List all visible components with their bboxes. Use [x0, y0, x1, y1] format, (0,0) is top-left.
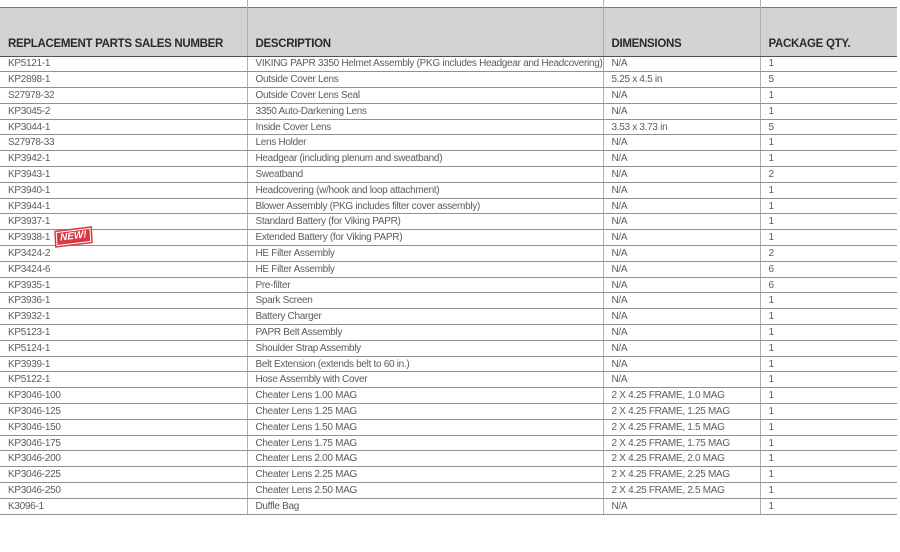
- package-qty-cell: 1: [760, 230, 897, 246]
- description-cell: 3350 Auto-Darkening Lens: [247, 103, 603, 119]
- package-qty-cell: 6: [760, 261, 897, 277]
- part-number-cell: [0, 103, 247, 119]
- description-cell: Outside Cover Lens: [247, 72, 603, 88]
- part-number: KP3936-1: [8, 295, 51, 307]
- description-cell: Cheater Lens 1.25 MAG: [247, 404, 603, 420]
- description-cell: Extended Battery (for Viking PAPR): [247, 230, 603, 246]
- package-qty-cell: 1: [760, 372, 897, 388]
- description-cell: Standard Battery (for Viking PAPR): [247, 214, 603, 230]
- spacer-cell: [0, 0, 247, 7]
- new-badge: NEW!: [56, 228, 91, 246]
- part-number-cell: [0, 72, 247, 88]
- table-row: [0, 325, 897, 341]
- description-cell: Headcovering (w/hook and loop attachment): [247, 182, 603, 198]
- description-cell: Outside Cover Lens Seal: [247, 88, 603, 104]
- part-number: S27978-33: [8, 137, 55, 149]
- table-row: [0, 214, 897, 230]
- dimensions-cell: 2 X 4.25 FRAME, 2.5 MAG: [603, 483, 760, 499]
- table-row: [0, 151, 897, 167]
- spacer-cell: [603, 0, 760, 7]
- part-number-cell: [0, 119, 247, 135]
- part-number: KP3046-175: [8, 437, 61, 449]
- table-row: [0, 467, 897, 483]
- description-cell: Headgear (including plenum and sweatband): [247, 151, 603, 167]
- part-number-cell: [0, 388, 247, 404]
- dimensions-cell: N/A: [603, 230, 760, 246]
- column-header-description: DESCRIPTION: [247, 7, 603, 56]
- part-number: KP3944-1: [8, 200, 51, 212]
- table-row: [0, 483, 897, 499]
- part-number: KP3938-1: [8, 231, 51, 243]
- package-qty-cell: 1: [760, 451, 897, 467]
- description-cell: Cheater Lens 1.75 MAG: [247, 435, 603, 451]
- part-number: KP3942-1: [8, 153, 51, 165]
- dimensions-cell: N/A: [603, 356, 760, 372]
- package-qty-cell: 1: [760, 103, 897, 119]
- part-number-cell: [0, 498, 247, 514]
- part-number-cell: [0, 404, 247, 420]
- table-row: [0, 498, 897, 514]
- table-row: [0, 198, 897, 214]
- table-row: [0, 167, 897, 183]
- table-body: [0, 56, 897, 514]
- table-row: [0, 435, 897, 451]
- part-number-cell: [0, 372, 247, 388]
- table-row: [0, 404, 897, 420]
- dimensions-cell: 2 X 4.25 FRAME, 1.5 MAG: [603, 419, 760, 435]
- table-row: [0, 103, 897, 119]
- package-qty-cell: 1: [760, 483, 897, 499]
- package-qty-cell: 1: [760, 182, 897, 198]
- dimensions-cell: N/A: [603, 135, 760, 151]
- part-number-cell: [0, 151, 247, 167]
- dimensions-cell: N/A: [603, 214, 760, 230]
- dimensions-cell: N/A: [603, 498, 760, 514]
- description-cell: Cheater Lens 2.25 MAG: [247, 467, 603, 483]
- package-qty-cell: 1: [760, 151, 897, 167]
- table-row: [0, 419, 897, 435]
- dimensions-cell: N/A: [603, 88, 760, 104]
- table-row: [0, 119, 897, 135]
- package-qty-cell: 1: [760, 309, 897, 325]
- table-row: [0, 261, 897, 277]
- dimensions-cell: N/A: [603, 277, 760, 293]
- dimensions-cell: N/A: [603, 309, 760, 325]
- package-qty-cell: 1: [760, 404, 897, 420]
- part-number: KP5121-1: [8, 58, 51, 70]
- package-qty-cell: 1: [760, 467, 897, 483]
- part-number: KP3424-2: [8, 247, 51, 259]
- part-number: KP5124-1: [8, 342, 51, 354]
- description-cell: Battery Charger: [247, 309, 603, 325]
- package-qty-cell: 5: [760, 119, 897, 135]
- dimensions-cell: 2 X 4.25 FRAME, 1.25 MAG: [603, 404, 760, 420]
- table-row: [0, 230, 897, 246]
- part-number: KP2898-1: [8, 74, 51, 86]
- table-row: [0, 340, 897, 356]
- part-number-cell: [0, 230, 247, 246]
- table-top-spacer-row: [0, 0, 897, 7]
- dimensions-cell: 2 X 4.25 FRAME, 2.0 MAG: [603, 451, 760, 467]
- part-number-cell: [0, 56, 247, 72]
- part-number: KP3046-150: [8, 421, 61, 433]
- part-number-cell: [0, 198, 247, 214]
- package-qty-cell: 1: [760, 498, 897, 514]
- part-number-cell: [0, 246, 247, 262]
- package-qty-cell: 2: [760, 167, 897, 183]
- dimensions-cell: N/A: [603, 182, 760, 198]
- part-number: S27978-32: [8, 89, 55, 101]
- part-number-cell: [0, 356, 247, 372]
- table-row: [0, 356, 897, 372]
- package-qty-cell: 1: [760, 198, 897, 214]
- part-number: KP3046-100: [8, 390, 61, 402]
- part-number: KP3046-200: [8, 453, 61, 465]
- dimensions-cell: N/A: [603, 293, 760, 309]
- description-cell: Pre-filter: [247, 277, 603, 293]
- package-qty-cell: 6: [760, 277, 897, 293]
- table-row: [0, 135, 897, 151]
- description-cell: Spark Screen: [247, 293, 603, 309]
- dimensions-cell: 5.25 x 4.5 in: [603, 72, 760, 88]
- package-qty-cell: 1: [760, 325, 897, 341]
- part-number: KP3943-1: [8, 168, 51, 180]
- part-number-cell: [0, 167, 247, 183]
- package-qty-cell: 1: [760, 135, 897, 151]
- column-header-package-qty: PACKAGE QTY.: [760, 7, 897, 56]
- part-number-cell: [0, 309, 247, 325]
- description-cell: Shoulder Strap Assembly: [247, 340, 603, 356]
- part-number-cell: [0, 182, 247, 198]
- table-row: [0, 293, 897, 309]
- dimensions-cell: N/A: [603, 167, 760, 183]
- table-row: [0, 277, 897, 293]
- dimensions-cell: N/A: [603, 151, 760, 167]
- part-number-cell: [0, 261, 247, 277]
- dimensions-cell: 2 X 4.25 FRAME, 1.75 MAG: [603, 435, 760, 451]
- dimensions-cell: 2 X 4.25 FRAME, 1.0 MAG: [603, 388, 760, 404]
- description-cell: Cheater Lens 1.00 MAG: [247, 388, 603, 404]
- spacer-cell: [760, 0, 897, 7]
- part-number-cell: [0, 325, 247, 341]
- table-header-row: [0, 7, 897, 56]
- dimensions-cell: N/A: [603, 340, 760, 356]
- dimensions-cell: N/A: [603, 261, 760, 277]
- package-qty-cell: 1: [760, 214, 897, 230]
- part-number-cell: [0, 88, 247, 104]
- package-qty-cell: 1: [760, 388, 897, 404]
- part-number-cell: [0, 435, 247, 451]
- package-qty-cell: 1: [760, 356, 897, 372]
- part-number-cell: [0, 419, 247, 435]
- package-qty-cell: 1: [760, 340, 897, 356]
- part-number-cell: [0, 214, 247, 230]
- package-qty-cell: 1: [760, 88, 897, 104]
- part-number-cell: [0, 277, 247, 293]
- description-cell: Cheater Lens 1.50 MAG: [247, 419, 603, 435]
- column-header-dimensions: DIMENSIONS: [603, 7, 760, 56]
- description-cell: Sweatband: [247, 167, 603, 183]
- description-cell: Blower Assembly (PKG includes filter cover assembly): [247, 198, 603, 214]
- description-cell: HE Filter Assembly: [247, 261, 603, 277]
- description-cell: Duffle Bag: [247, 498, 603, 514]
- part-number: KP3932-1: [8, 311, 51, 323]
- part-number: KP5123-1: [8, 326, 51, 338]
- table-row: [0, 372, 897, 388]
- column-header-sales-number: REPLACEMENT PARTS SALES NUMBER: [0, 7, 247, 56]
- description-cell: Hose Assembly with Cover: [247, 372, 603, 388]
- description-cell: HE Filter Assembly: [247, 246, 603, 262]
- table-row: [0, 56, 897, 72]
- package-qty-cell: 1: [760, 419, 897, 435]
- package-qty-cell: 5: [760, 72, 897, 88]
- part-number: KP3046-225: [8, 469, 61, 481]
- description-cell: Cheater Lens 2.50 MAG: [247, 483, 603, 499]
- table-row: [0, 182, 897, 198]
- part-number: KP3424-6: [8, 263, 51, 275]
- dimensions-cell: N/A: [603, 325, 760, 341]
- description-cell: Inside Cover Lens: [247, 119, 603, 135]
- part-number: KP3935-1: [8, 279, 51, 291]
- part-number: KP5122-1: [8, 374, 51, 386]
- package-qty-cell: 1: [760, 435, 897, 451]
- dimensions-cell: 2 X 4.25 FRAME, 2.25 MAG: [603, 467, 760, 483]
- description-cell: VIKING PAPR 3350 Helmet Assembly (PKG includes Headgear and Headcovering): [247, 56, 603, 72]
- part-number: KP3046-125: [8, 405, 61, 417]
- part-number: KP3045-2: [8, 105, 51, 117]
- package-qty-cell: 1: [760, 293, 897, 309]
- table-row: [0, 88, 897, 104]
- part-number-cell: [0, 340, 247, 356]
- description-cell: PAPR Belt Assembly: [247, 325, 603, 341]
- description-cell: Lens Holder: [247, 135, 603, 151]
- dimensions-cell: N/A: [603, 198, 760, 214]
- dimensions-cell: 3.53 x 3.73 in: [603, 119, 760, 135]
- package-qty-cell: 2: [760, 246, 897, 262]
- part-number: KP3046-250: [8, 484, 61, 496]
- dimensions-cell: N/A: [603, 246, 760, 262]
- dimensions-cell: N/A: [603, 103, 760, 119]
- package-qty-cell: 1: [760, 56, 897, 72]
- table-row: [0, 309, 897, 325]
- part-number-cell: [0, 467, 247, 483]
- part-number-cell: [0, 293, 247, 309]
- part-number: K3096-1: [8, 500, 44, 512]
- table-row: [0, 388, 897, 404]
- part-number-cell: [0, 135, 247, 151]
- part-number: KP3044-1: [8, 121, 51, 133]
- table-row: [0, 246, 897, 262]
- description-cell: Belt Extension (extends belt to 60 in.): [247, 356, 603, 372]
- part-number: KP3939-1: [8, 358, 51, 370]
- part-number: KP3937-1: [8, 216, 51, 228]
- table-row: [0, 72, 897, 88]
- spacer-cell: [247, 0, 603, 7]
- part-number-cell: [0, 451, 247, 467]
- part-number: KP3940-1: [8, 184, 51, 196]
- dimensions-cell: N/A: [603, 372, 760, 388]
- description-cell: Cheater Lens 2.00 MAG: [247, 451, 603, 467]
- part-number-cell: [0, 483, 247, 499]
- dimensions-cell: N/A: [603, 56, 760, 72]
- table-row: [0, 451, 897, 467]
